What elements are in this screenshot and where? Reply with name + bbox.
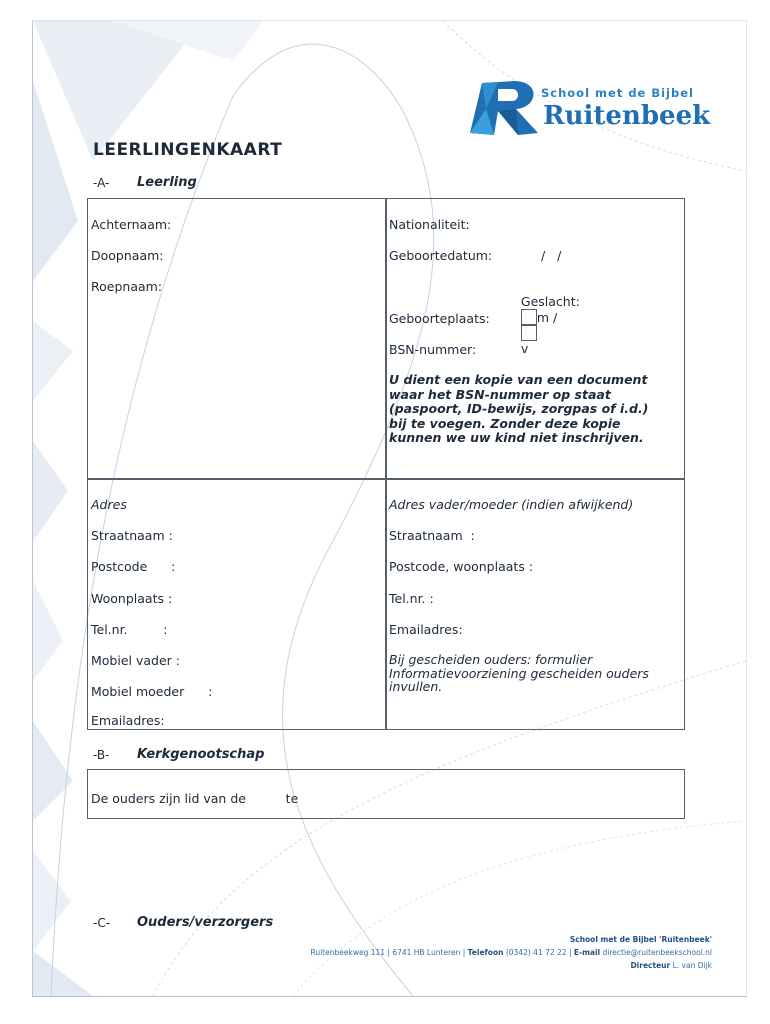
ruitenbeek-logo-mark <box>468 79 546 137</box>
doopnaam-label: Doopnaam: <box>91 248 164 263</box>
postcode-label: Postcode : <box>91 559 176 574</box>
column-divider <box>385 199 387 729</box>
section-a-title: Leerling <box>137 175 197 190</box>
kerkgenootschap-text: De ouders zijn lid van de te <box>91 791 299 806</box>
row-divider <box>88 478 684 480</box>
ouder-emailadres-label: Emailadres: <box>389 622 463 637</box>
mobiel-vader-label: Mobiel vader : <box>91 653 180 668</box>
logo-name-text: Ruitenbeek <box>543 101 711 131</box>
adres-ouder-heading: Adres vader/moeder (indien afwijkend) <box>389 497 634 512</box>
geslacht-m-label: m / <box>536 310 558 325</box>
geboorteplaats-label: Geboorteplaats: <box>389 311 490 326</box>
nationaliteit-label: Nationaliteit: <box>389 217 470 232</box>
ouder-postcode-label: Postcode, woonplaats : <box>389 559 534 574</box>
straatnaam-label: Straatnaam : <box>91 528 173 543</box>
emailadres-label: Emailadres: <box>91 713 165 728</box>
achternaam-label: Achternaam: <box>91 217 172 232</box>
section-a-code: -A- <box>93 176 110 190</box>
bsn-note: U dient een kopie van een document waar het BSN-nummer op staat (paspoort, ID-bewijs, zorgpas of i.d.) bij te voegen. Zonder deze kopie kunnen we uw kind niet inschrijven. <box>389 372 649 445</box>
geslacht-m-checkbox[interactable] <box>521 309 537 325</box>
gescheiden-note: Bij gescheiden ouders: formulier Informatievoorziening gescheiden ouders invullen. <box>389 652 649 694</box>
section-b-title: Kerkgenootschap <box>137 747 265 762</box>
roepnaam-label: Roepnaam: <box>91 279 163 294</box>
bsn-label: BSN-nummer: <box>389 342 477 357</box>
woonplaats-label: Woonplaats : <box>91 591 173 606</box>
adres-heading: Adres <box>91 497 127 512</box>
section-c-title: Ouders/verzorgers <box>137 915 274 930</box>
geboortedatum-slashes: / / <box>541 248 562 263</box>
geslacht-v-label: v <box>520 341 529 356</box>
geslacht-row <box>505 279 580 371</box>
ouder-straatnaam-label: Straatnaam : <box>389 528 475 543</box>
footer-director: Directeur L. van Dijk <box>630 961 712 970</box>
geboortedatum-label: Geboortedatum: <box>389 248 493 263</box>
ouder-telnr-label: Tel.nr. : <box>389 591 434 606</box>
geslacht-label: Geslacht: <box>520 294 580 309</box>
footer-contact: Ruitenbeekweg 111 | 6741 HB Lunteren | Telefoon (0342) 41 72 22 | E-mail directie@ruitenbeekschool.nl <box>310 948 712 957</box>
section-c-code: -C- <box>93 916 111 930</box>
page-title: LEERLINGENKAART <box>93 140 283 160</box>
mobiel-moeder-label: Mobiel moeder : <box>91 684 213 699</box>
section-b-code: -B- <box>93 748 110 762</box>
logo-school-text: School met de Bijbel <box>541 86 694 100</box>
telnr-label: Tel.nr. : <box>91 622 168 637</box>
footer-school: School met de Bijbel 'Ruitenbeek' <box>569 935 712 944</box>
form-page <box>32 20 747 997</box>
geslacht-v-checkbox[interactable] <box>521 325 537 341</box>
